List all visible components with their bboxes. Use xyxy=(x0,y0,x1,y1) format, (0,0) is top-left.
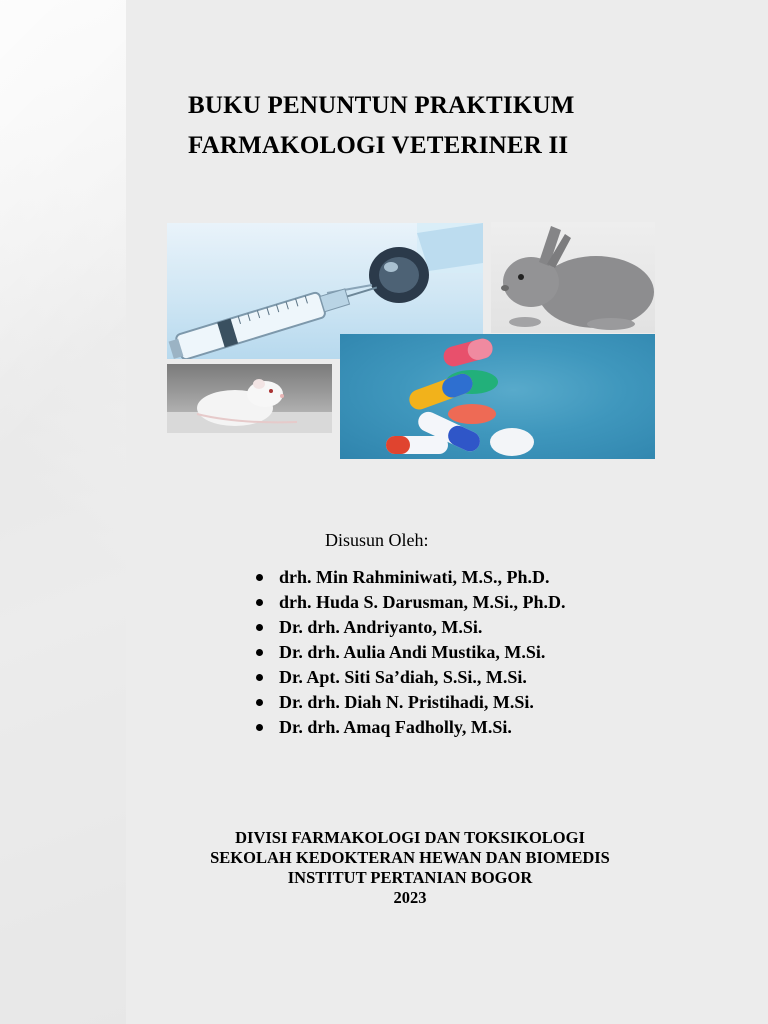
left-margin-band xyxy=(0,0,126,1024)
title-line-1: BUKU PENUNTUN PRAKTIKUM xyxy=(188,92,575,119)
author-name: Dr. drh. Diah N. Pristihadi, M.Si. xyxy=(279,692,534,712)
author-name: Dr. Apt. Siti Sa’diah, S.Si., M.Si. xyxy=(279,667,527,687)
rat-image xyxy=(167,364,332,433)
rabbit-image xyxy=(491,222,655,333)
bullet-icon xyxy=(256,699,263,706)
list-item xyxy=(254,615,566,640)
bullet-icon xyxy=(256,574,263,581)
bullet-icon xyxy=(256,599,263,606)
school-name: SEKOLAH KEDOKTERAN HEWAN DAN BIOMEDIS xyxy=(210,848,610,867)
division-name: DIVISI FARMAKOLOGI DAN TOKSIKOLOGI xyxy=(235,828,585,847)
author-name: drh. Min Rahminiwati, M.S., Ph.D. xyxy=(279,567,550,587)
author-name: Dr. drh. Aulia Andi Mustika, M.Si. xyxy=(279,642,546,662)
author-name: Dr. drh. Andriyanto, M.Si. xyxy=(279,617,483,637)
author-name: Dr. drh. Amaq Fadholly, M.Si. xyxy=(279,717,512,737)
list-item xyxy=(254,665,566,690)
bullet-icon xyxy=(256,649,263,656)
institution-footer xyxy=(180,828,640,908)
author-name: drh. Huda S. Darusman, M.Si., Ph.D. xyxy=(279,592,566,612)
list-item xyxy=(254,715,566,740)
list-item xyxy=(254,565,566,590)
list-item xyxy=(254,690,566,715)
bullet-icon xyxy=(256,674,263,681)
bullet-icon xyxy=(256,724,263,731)
document-title xyxy=(188,86,648,166)
list-item xyxy=(254,590,566,615)
list-item xyxy=(254,640,566,665)
pills-image xyxy=(340,334,655,459)
compiled-by-label: Disusun Oleh: xyxy=(325,530,429,550)
university-name: INSTITUT PERTANIAN BOGOR xyxy=(287,868,533,887)
title-line-2: FARMAKOLOGI VETERINER II xyxy=(188,132,569,159)
bullet-icon xyxy=(256,624,263,631)
author-list xyxy=(254,565,566,740)
publication-year: 2023 xyxy=(393,888,427,907)
